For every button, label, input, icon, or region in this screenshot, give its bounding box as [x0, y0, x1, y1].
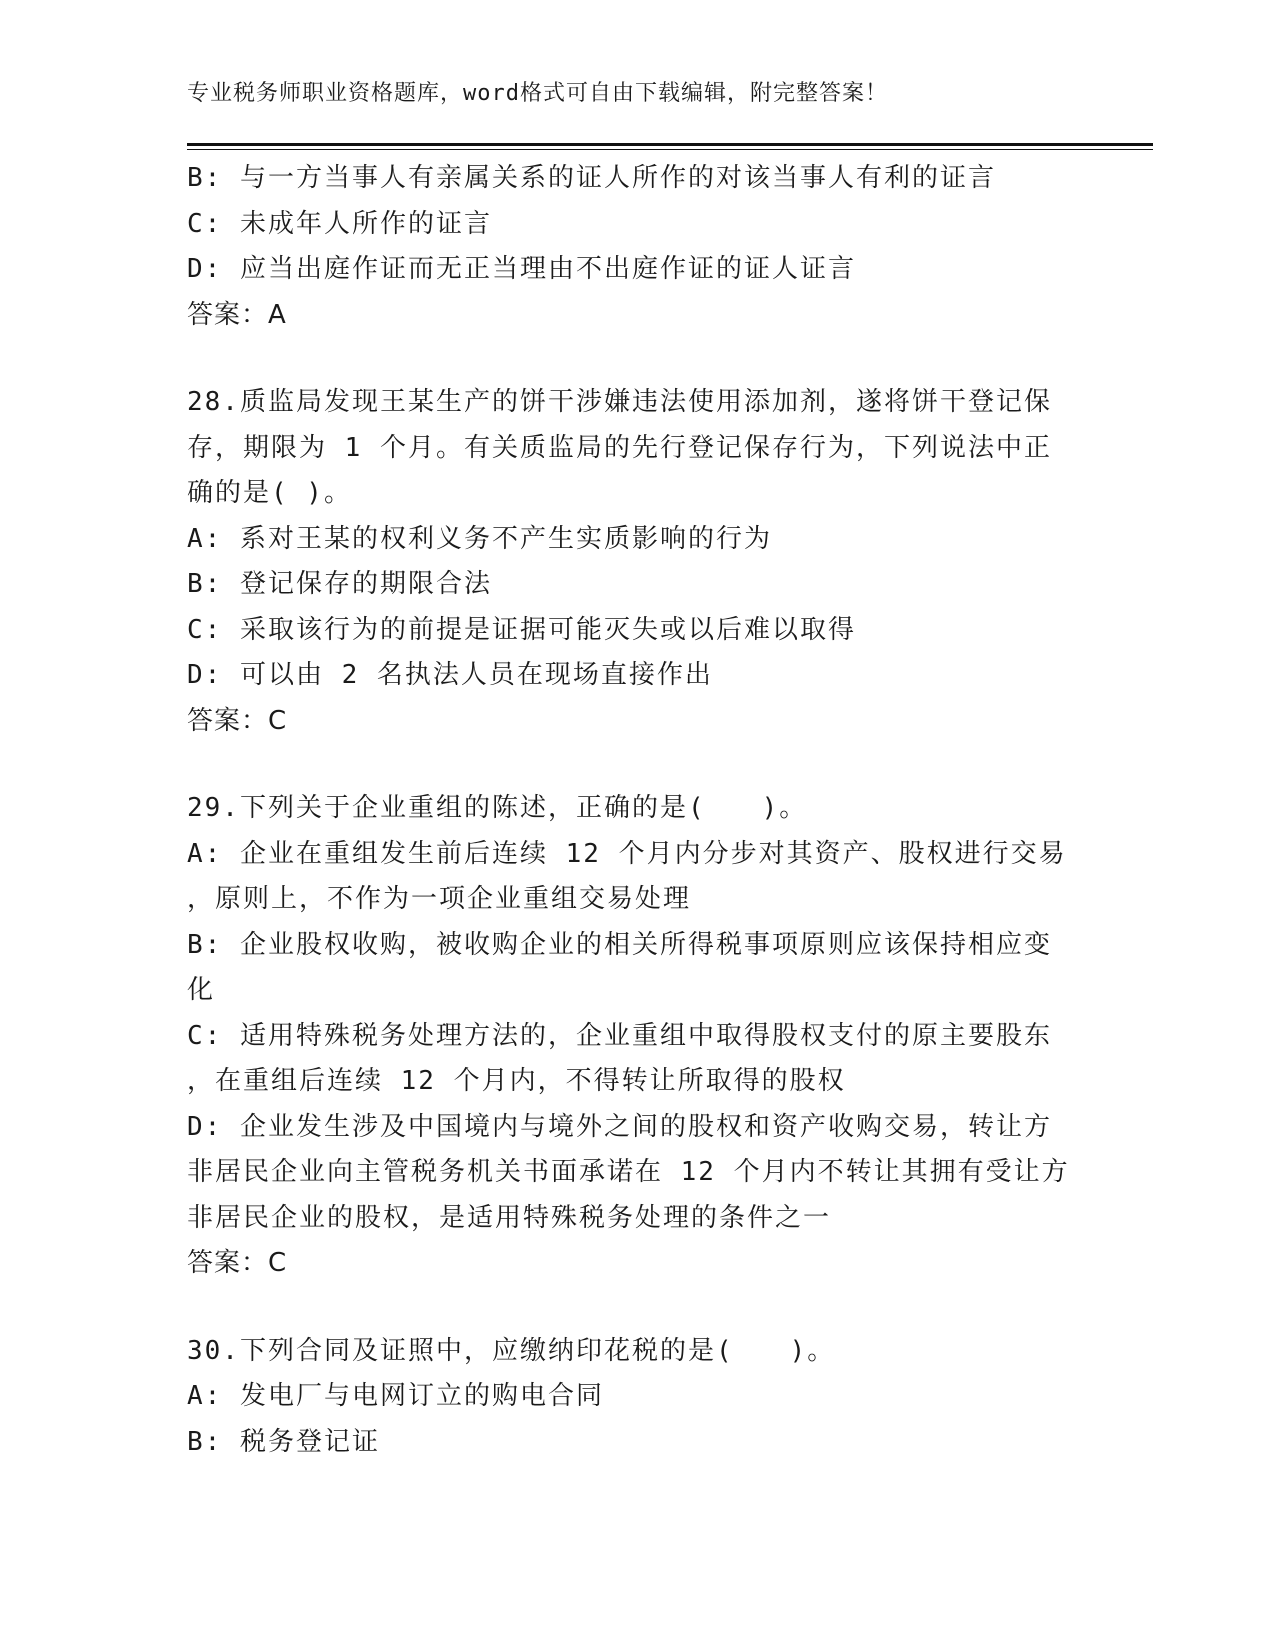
option-d-line: 非居民企业的股权，是适用特殊税务处理的条件之一 [187, 1202, 832, 1233]
question-text-line: 28.质监局发现王某生产的饼干涉嫌违法使用添加剂，遂将饼干登记保 [187, 387, 1052, 417]
question-27 [187, 156, 1087, 338]
option-c-line: C: 适用特殊税务处理方法的，企业重组中取得股权支付的原主要股东 [187, 1020, 1052, 1051]
option-b: B: 登记保存的期限合法 [187, 569, 492, 599]
question-text-line: 确的是( )。 [187, 478, 352, 508]
option-c: C: 未成年人所作的证言 [187, 208, 492, 239]
option-a-line: A: 企业在重组发生前后连续 12 个月内分步对其资产、股权进行交易 [187, 838, 1067, 869]
header-rule-thin [187, 149, 1153, 150]
page-header: 专业税务师职业资格题库，word格式可自由下载编辑，附完整答案！ [187, 81, 888, 106]
option-a-line: ，原则上，不作为一项企业重组交易处理 [187, 884, 692, 914]
option-b: B: 税务登记证 [187, 1426, 380, 1457]
question-28 [187, 380, 1087, 744]
answer: 答案：C [187, 1248, 288, 1278]
spacer [187, 338, 1087, 380]
option-c-line: ，在重组后连续 12 个月内，不得转让所取得的股权 [187, 1066, 846, 1096]
option-d-line: 非居民企业向主管税务机关书面承诺在 12 个月内不转让其拥有受让方 [187, 1157, 1070, 1187]
option-b: B: 与一方当事人有亲属关系的证人所作的对该当事人有利的证言 [187, 163, 996, 193]
option-a: A: 系对王某的权利义务不产生实质影响的行为 [187, 523, 772, 554]
option-b-line: B: 企业股权收购，被收购企业的相关所得税事项原则应该保持相应变 [187, 929, 1052, 960]
option-d: D: 应当出庭作证而无正当理由不出庭作证的证人证言 [187, 254, 856, 284]
option-d: D: 可以由 2 名执法人员在现场直接作出 [187, 660, 713, 690]
option-a: A: 发电厂与电网订立的购电合同 [187, 1381, 604, 1411]
option-b-line: 化 [187, 975, 216, 1005]
answer: 答案：C [187, 705, 288, 736]
question-30 [187, 1329, 1087, 1466]
option-d-line: D: 企业发生涉及中国境内与境外之间的股权和资产收购交易，转让方 [187, 1111, 1052, 1142]
question-text: 29.下列关于企业重组的陈述，正确的是( )。 [187, 793, 808, 823]
spacer [187, 1287, 1087, 1329]
spacer [187, 744, 1087, 786]
document-body [187, 156, 1087, 1465]
answer: 答案：A [187, 299, 287, 330]
question-text: 30.下列合同及证照中，应缴纳印花税的是( )。 [187, 1335, 836, 1366]
option-c: C: 采取该行为的前提是证据可能灭失或以后难以取得 [187, 614, 856, 645]
question-text-line: 存，期限为 1 个月。有关质监局的先行登记保存行为，下列说法中正 [187, 432, 1052, 463]
header-rule-thick [187, 143, 1153, 146]
question-29 [187, 786, 1087, 1287]
